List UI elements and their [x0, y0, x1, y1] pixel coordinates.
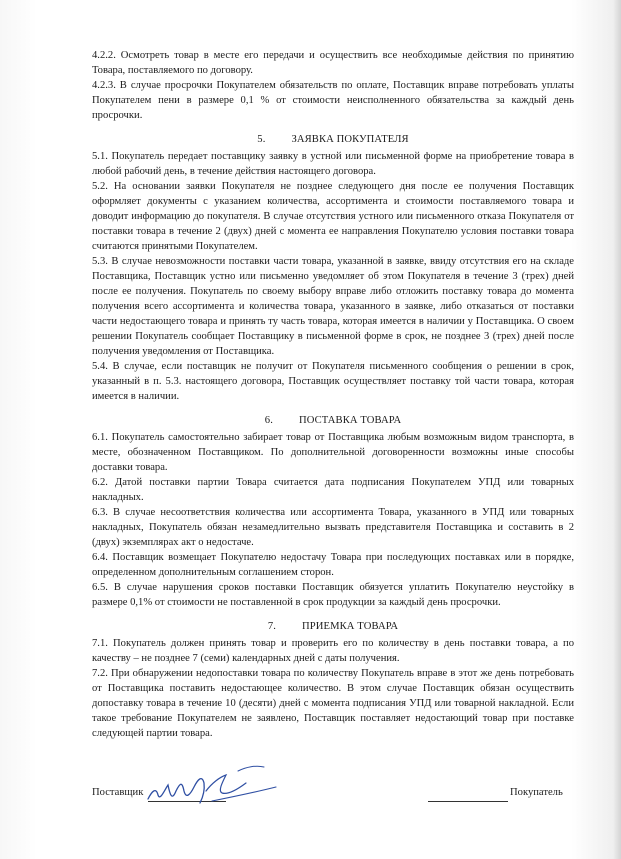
section-6-heading [92, 413, 574, 428]
document-body [92, 48, 574, 741]
clause-6-5: 6.5. В случае нарушения сроков поставки Поставщик обязуется уплатить Покупателю неустойку в размере 0,1% от стоимости не поставленной в срок продукции за каждый день просрочки. [92, 582, 574, 608]
signature-block [92, 781, 574, 811]
section-5-heading [92, 132, 574, 147]
section-7-title: ПРИЕМКА ТОВАРА [302, 621, 399, 632]
clause-5-1: 5.1. Покупатель передает поставщику заявку в устной или письменной форме на приобретение товара в любой рабочий день, в течение действия настоящего договора. [92, 151, 574, 177]
section-7-number: 7. [267, 621, 277, 632]
section-7-heading [92, 619, 574, 634]
clause-7-2: 7.2. При обнаружении недопоставки товара по количеству Покупатель вправе в этот же день потребовать от Поставщика поставить недостающее количество. В этом случае Поставщик обязан осуществить допоставку товара в течение 10 (десяти) дней с момента подписания УПД или товарной накладной. Если такое требование Покупателем не заявлено, Поставщик поставляет недостающий товар при поставке следующей партии товара. [92, 668, 574, 739]
section-6-number: 6. [264, 415, 273, 426]
supplier-handwritten-signature [142, 761, 282, 809]
clause-6-1: 6.1. Покупатель самостоятельно забирает товар от Поставщика любым возможным видом транспорта, в месте, обозначенном Поставщиком. По дополнительной договоренности возможны иные способы доставки товара. [92, 432, 574, 473]
clause-6-3: 6.3. В случае несоответствия количества или ассортимента Товара, указанного в УПД или товарных накладных, Покупатель обязан незамедлительно вызвать представителя Поставщика и составить в 2 (двух) экземплярах акт о недостаче. [92, 507, 574, 548]
clause-5-3: 5.3. В случае невозможности поставки части товара, указанной в заявке, ввиду отсутствия его на складе Поставщика, Поставщик устно или письменно уведомляет об этом Покупателя в течение 3 (трех) дней после ее получения. Покупатель по своему выбору вправе либо отложить поставку товара до момента получения всего ассортимента и количества товара, указанного в заявке, либо отказаться от поставки части недостающего товара и принять ту часть товара, которая имеется в наличии у Поставщика. О своем решении Покупатель сообщает Поставщику в письменной форме в срок, не позднее 3 (трех) дней после получения уведомления от Поставщика. [92, 256, 574, 357]
page-edge-shadow [613, 0, 621, 859]
supplier-label: Поставщик [92, 787, 144, 798]
clause-6-4: 6.4. Поставщик возмещает Покупателю недостачу Товара при последующих поставках или в порядке, определенном дополнительным соглашением сторон. [92, 552, 574, 578]
clause-4-2-2: 4.2.2. Осмотреть товар в месте его передачи и осуществить все необходимые действия по принятию Товара, поставляемого по договору. [92, 50, 574, 76]
clause-4-2-3: 4.2.3. В случае просрочки Покупателем обязательств по оплате, Поставщик вправе потребовать уплаты Покупателем пени в размере 0,1 % от стоимости неисполненного обязательства за каждый день просрочки. [92, 80, 574, 121]
buyer-label: Покупатель [510, 787, 563, 798]
clause-5-4: 5.4. В случае, если поставщик не получит от Покупателя письменного сообщения о решении в срок, указанный в п. 5.3. настоящего договора, Поставщик осуществляет поставку той части товара, которая имеется в наличии. [92, 361, 574, 402]
clause-6-2: 6.2. Датой поставки партии Товара считается дата подписания Покупателем УПД или товарных накладных. [92, 477, 574, 503]
clause-7-1: 7.1. Покупатель должен принять товар и проверить его по количеству в день поставки товара, а по качеству – не позднее 7 (семи) календарных дней с даты получения. [92, 638, 574, 664]
section-5-number: 5. [257, 134, 266, 145]
clause-5-2: 5.2. На основании заявки Покупателя не позднее следующего дня после ее получения Поставщик оформляет документы с указанием количества, ассортимента и стоимости поставляемого товара и доводит информацию до покупателя. В случае отсутствия устного или письменного отказа Покупателя от поставки товара в течение 2 (двух) дней с момента ее направления Покупателю условия поставки товара считаются принятыми Покупателем. [92, 181, 574, 252]
section-5-title: ЗАЯВКА ПОКУПАТЕЛЯ [291, 134, 409, 145]
section-6-title: ПОСТАВКА ТОВАРА [298, 415, 402, 426]
buyer-signature-line [428, 801, 508, 802]
